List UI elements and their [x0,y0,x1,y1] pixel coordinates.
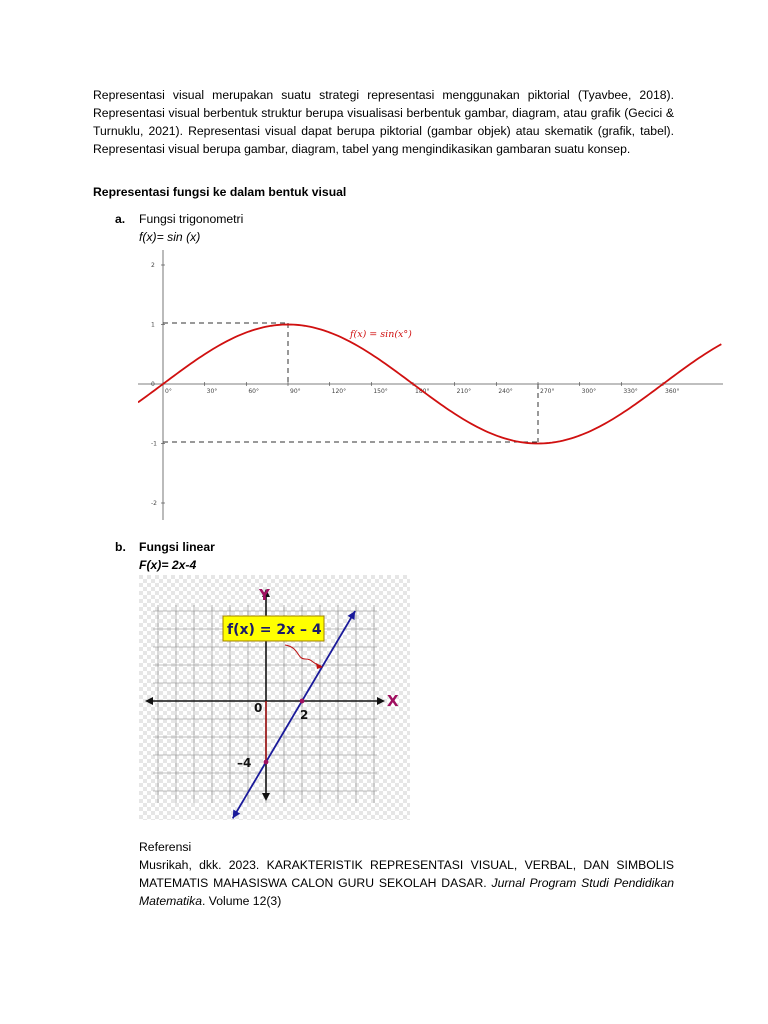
item-a-formula: f(x)= sin (x) [139,230,201,244]
sine-x-tick-label: 0° [165,388,172,395]
sine-x-tick-label: 360° [665,388,680,395]
item-b-label: b. [115,540,126,554]
sine-x-tick-label: 180° [415,388,430,395]
item-a-title: Fungsi trigonometri [139,212,244,226]
sine-x-tick-label: 120° [331,388,347,395]
sine-x-tick-label: 300° [581,388,597,395]
y-intercept-point [264,760,269,765]
sine-y-tick-label: -2 [151,500,157,507]
x-intercept-point [300,699,305,704]
sine-x-tick-label: 210° [456,388,472,395]
checker-background [139,575,410,820]
linear-graph [139,575,410,820]
sine-x-tick-label: 270° [540,388,555,395]
item-b-title: Fungsi linear [139,540,215,554]
x-intercept-label: 2 [300,708,309,722]
y-intercept-label: –4 [237,756,252,770]
sine-y-tick-label: 0 [151,381,155,388]
sine-y-tick-label: -1 [151,440,157,448]
reference-journal: Jurnal Program Studi Pendidikan Matematika [139,876,675,908]
sine-x-tick-label: 60° [248,388,259,395]
item-a-label: a. [115,212,126,226]
axis-y-letter: Y [259,586,270,604]
sine-graph [138,250,723,522]
reference-volume: . Volume 12(3) [202,894,282,908]
sine-x-tick-label: 30° [206,388,218,395]
sine-y-tick-label: 1 [151,321,155,329]
section-heading: Representasi fungsi ke dalam bentuk visual [93,185,347,199]
reference-entry [139,856,674,910]
reference-main: Musrikah, dkk. 2023. KARAKTERISTIK REPRESENTASI VISUAL, VERBAL, DAN SIMBOLIS MATEMATIS MAHASISWA CALON GURU SEKOLAH DASAR. [139,858,674,890]
sine-curve-label: f(x) = sin(x°) [350,329,412,340]
item-b-formula: F(x)= 2x-4 [139,558,197,572]
sine-x-tick-label: 240° [498,388,513,395]
axis-x-letter: X [387,692,399,710]
sine-x-tick-label: 330° [623,388,638,395]
references-heading: Referensi [139,840,192,854]
intro-paragraph: Representasi visual merupakan suatu strategi representasi menggunakan piktorial (Tyavbee, 2018). Representasi visual berbentuk struktur berupa visualisasi berbentuk gambar, diagram, atau grafik (Gecici & Turnuklu, 2021). Representasi visual dapat berupa piktorial (gambar objek) atau skematik (grafik, tabel). Representasi visual berupa gambar, diagram, tabel yang mengindikasikan gambaran suatu konsep. [93,88,674,156]
sine-y-tick-label: 2 [151,262,155,269]
sine-x-tick-label: 90° [290,388,301,395]
function-label-text: f(x) = 2x – 4 [227,622,322,638]
origin-label: 0 [254,701,263,715]
sine-x-tick-label: 150° [373,388,388,395]
